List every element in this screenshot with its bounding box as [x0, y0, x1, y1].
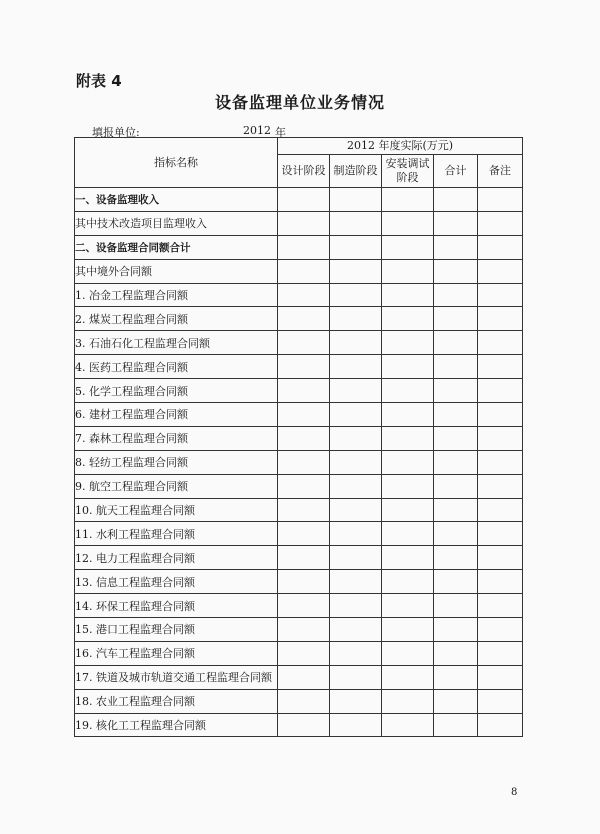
table-row [75, 283, 523, 307]
row-label: 一、设备监理收入 [75, 188, 278, 212]
value-cell[interactable] [330, 426, 382, 450]
value-cell[interactable] [434, 235, 478, 259]
value-cell[interactable] [478, 331, 523, 355]
value-cell[interactable] [478, 594, 523, 618]
value-cell[interactable] [278, 570, 330, 594]
value-cell[interactable] [434, 474, 478, 498]
row-label: 4. 医药工程监理合同额 [75, 355, 278, 379]
value-cell[interactable] [382, 618, 434, 642]
value-cell[interactable] [330, 283, 382, 307]
value-cell[interactable] [382, 594, 434, 618]
value-cell[interactable] [382, 689, 434, 713]
value-cell[interactable] [434, 355, 478, 379]
value-cell[interactable] [278, 665, 330, 689]
value-cell[interactable] [330, 713, 382, 737]
table-row [75, 474, 523, 498]
value-cell[interactable] [382, 426, 434, 450]
value-cell[interactable] [478, 474, 523, 498]
value-cell[interactable] [478, 713, 523, 737]
business-table [74, 137, 523, 737]
row-label: 12. 电力工程监理合同额 [75, 546, 278, 570]
value-cell[interactable] [330, 235, 382, 259]
value-cell[interactable] [478, 379, 523, 403]
value-cell[interactable] [382, 259, 434, 283]
value-cell[interactable] [382, 498, 434, 522]
value-cell[interactable] [278, 211, 330, 235]
value-cell[interactable] [330, 594, 382, 618]
value-cell[interactable] [278, 522, 330, 546]
year-unit: 年 [275, 126, 286, 139]
table-row [75, 235, 523, 259]
value-cell[interactable] [434, 689, 478, 713]
value-cell[interactable] [434, 618, 478, 642]
row-label: 1. 冶金工程监理合同额 [75, 283, 278, 307]
indicator-header: 指标名称 [75, 138, 278, 188]
value-cell[interactable] [434, 188, 478, 212]
table-body [75, 188, 523, 737]
value-cell[interactable] [278, 307, 330, 331]
row-label: 2. 煤炭工程监理合同额 [75, 307, 278, 331]
group-header: 2012 年度实际(万元) [278, 138, 523, 155]
value-cell[interactable] [434, 379, 478, 403]
col-header-design: 设计阶段 [278, 155, 330, 188]
value-cell[interactable] [382, 474, 434, 498]
year-value: 2012 [243, 124, 271, 137]
value-cell[interactable] [478, 618, 523, 642]
value-cell[interactable] [478, 570, 523, 594]
value-cell[interactable] [382, 235, 434, 259]
value-cell[interactable] [382, 450, 434, 474]
row-label: 9. 航空工程监理合同额 [75, 474, 278, 498]
value-cell[interactable] [478, 188, 523, 212]
value-cell[interactable] [278, 355, 330, 379]
value-cell[interactable] [382, 379, 434, 403]
value-cell[interactable] [478, 259, 523, 283]
table-row [75, 713, 523, 737]
row-label: 6. 建材工程监理合同额 [75, 403, 278, 427]
value-cell[interactable] [382, 641, 434, 665]
value-cell[interactable] [278, 594, 330, 618]
value-cell[interactable] [330, 331, 382, 355]
fill-unit-label: 填报单位: [92, 126, 140, 139]
value-cell[interactable] [434, 641, 478, 665]
value-cell[interactable] [278, 259, 330, 283]
row-label: 其中境外合同额 [75, 259, 278, 283]
value-cell[interactable] [278, 618, 330, 642]
table-row [75, 355, 523, 379]
value-cell[interactable] [478, 498, 523, 522]
value-cell[interactable] [478, 235, 523, 259]
row-label: 其中技术改造项目监理收入 [75, 211, 278, 235]
value-cell[interactable] [330, 355, 382, 379]
value-cell[interactable] [434, 665, 478, 689]
table-row [75, 618, 523, 642]
value-cell[interactable] [382, 546, 434, 570]
value-cell[interactable] [382, 522, 434, 546]
table-row [75, 379, 523, 403]
value-cell[interactable] [434, 546, 478, 570]
value-cell[interactable] [478, 522, 523, 546]
value-cell[interactable] [382, 283, 434, 307]
value-cell[interactable] [330, 498, 382, 522]
value-cell[interactable] [478, 689, 523, 713]
value-cell[interactable] [434, 211, 478, 235]
page-title: 设备监理单位业务情况 [214, 93, 385, 112]
value-cell[interactable] [330, 379, 382, 403]
value-cell[interactable] [478, 641, 523, 665]
row-label: 二、设备监理合同额合计 [75, 235, 278, 259]
value-cell[interactable] [434, 403, 478, 427]
row-label: 14. 环保工程监理合同额 [75, 594, 278, 618]
value-cell[interactable] [434, 498, 478, 522]
value-cell[interactable] [434, 283, 478, 307]
value-cell[interactable] [478, 307, 523, 331]
row-label: 8. 轻纺工程监理合同额 [75, 450, 278, 474]
table-row [75, 307, 523, 331]
row-label: 18. 农业工程监理合同额 [75, 689, 278, 713]
page-number: 8 [511, 787, 518, 798]
value-cell[interactable] [478, 211, 523, 235]
value-cell[interactable] [278, 331, 330, 355]
row-label: 10. 航天工程监理合同额 [75, 498, 278, 522]
row-label: 11. 水利工程监理合同额 [75, 522, 278, 546]
value-cell[interactable] [278, 450, 330, 474]
table-row [75, 331, 523, 355]
value-cell[interactable] [330, 618, 382, 642]
value-cell[interactable] [382, 188, 434, 212]
value-cell[interactable] [278, 498, 330, 522]
col-header-total: 合计 [434, 155, 478, 188]
value-cell[interactable] [434, 331, 478, 355]
value-cell[interactable] [330, 450, 382, 474]
value-cell[interactable] [434, 307, 478, 331]
row-label: 15. 港口工程监理合同额 [75, 618, 278, 642]
value-cell[interactable] [382, 211, 434, 235]
col-header-remark: 备注 [478, 155, 523, 188]
col-header-install-text: 安装调试阶段 [385, 157, 430, 184]
value-cell[interactable] [330, 570, 382, 594]
value-cell[interactable] [278, 188, 330, 212]
value-cell[interactable] [434, 522, 478, 546]
value-cell[interactable] [278, 641, 330, 665]
value-cell[interactable] [478, 355, 523, 379]
row-label: 17. 铁道及城市轨道交通工程监理合同额 [75, 665, 278, 689]
table-row [75, 403, 523, 427]
value-cell[interactable] [278, 689, 330, 713]
table-row [75, 641, 523, 665]
row-label: 16. 汽车工程监理合同额 [75, 641, 278, 665]
value-cell[interactable] [330, 546, 382, 570]
value-cell[interactable] [478, 426, 523, 450]
value-cell[interactable] [382, 331, 434, 355]
value-cell[interactable] [330, 307, 382, 331]
table-row [75, 450, 523, 474]
annex-label: 附表 4 [76, 72, 122, 90]
value-cell[interactable] [330, 259, 382, 283]
row-label: 19. 核化工工程监理合同额 [75, 713, 278, 737]
value-cell[interactable] [434, 426, 478, 450]
table-row [75, 570, 523, 594]
value-cell[interactable] [478, 283, 523, 307]
value-cell[interactable] [382, 665, 434, 689]
table-row [75, 665, 523, 689]
value-cell[interactable] [478, 450, 523, 474]
value-cell[interactable] [434, 594, 478, 618]
row-label: 5. 化学工程监理合同额 [75, 379, 278, 403]
row-label: 7. 森林工程监理合同额 [75, 426, 278, 450]
value-cell[interactable] [330, 188, 382, 212]
value-cell[interactable] [382, 307, 434, 331]
value-cell[interactable] [434, 570, 478, 594]
value-cell[interactable] [382, 403, 434, 427]
value-cell[interactable] [382, 713, 434, 737]
value-cell[interactable] [382, 570, 434, 594]
value-cell[interactable] [434, 713, 478, 737]
value-cell[interactable] [330, 522, 382, 546]
table-row [75, 259, 523, 283]
value-cell[interactable] [478, 403, 523, 427]
value-cell[interactable] [330, 665, 382, 689]
value-cell[interactable] [434, 259, 478, 283]
value-cell[interactable] [478, 665, 523, 689]
value-cell[interactable] [434, 450, 478, 474]
table-row [75, 522, 523, 546]
value-cell[interactable] [478, 546, 523, 570]
table-row [75, 546, 523, 570]
table-row [75, 188, 523, 212]
value-cell[interactable] [278, 713, 330, 737]
table-row [75, 594, 523, 618]
value-cell[interactable] [382, 355, 434, 379]
row-label: 3. 石油石化工程监理合同额 [75, 331, 278, 355]
value-cell[interactable] [278, 379, 330, 403]
table-row [75, 689, 523, 713]
value-cell[interactable] [278, 235, 330, 259]
value-cell[interactable] [278, 546, 330, 570]
table-row [75, 211, 523, 235]
row-label: 13. 信息工程监理合同额 [75, 570, 278, 594]
value-cell[interactable] [330, 211, 382, 235]
value-cell[interactable] [330, 641, 382, 665]
value-cell[interactable] [330, 403, 382, 427]
value-cell[interactable] [278, 426, 330, 450]
value-cell[interactable] [330, 689, 382, 713]
value-cell[interactable] [278, 474, 330, 498]
value-cell[interactable] [278, 403, 330, 427]
table-row [75, 426, 523, 450]
col-header-install [382, 155, 434, 188]
table-row [75, 498, 523, 522]
value-cell[interactable] [278, 283, 330, 307]
col-header-manufacture: 制造阶段 [330, 155, 382, 188]
value-cell[interactable] [330, 474, 382, 498]
